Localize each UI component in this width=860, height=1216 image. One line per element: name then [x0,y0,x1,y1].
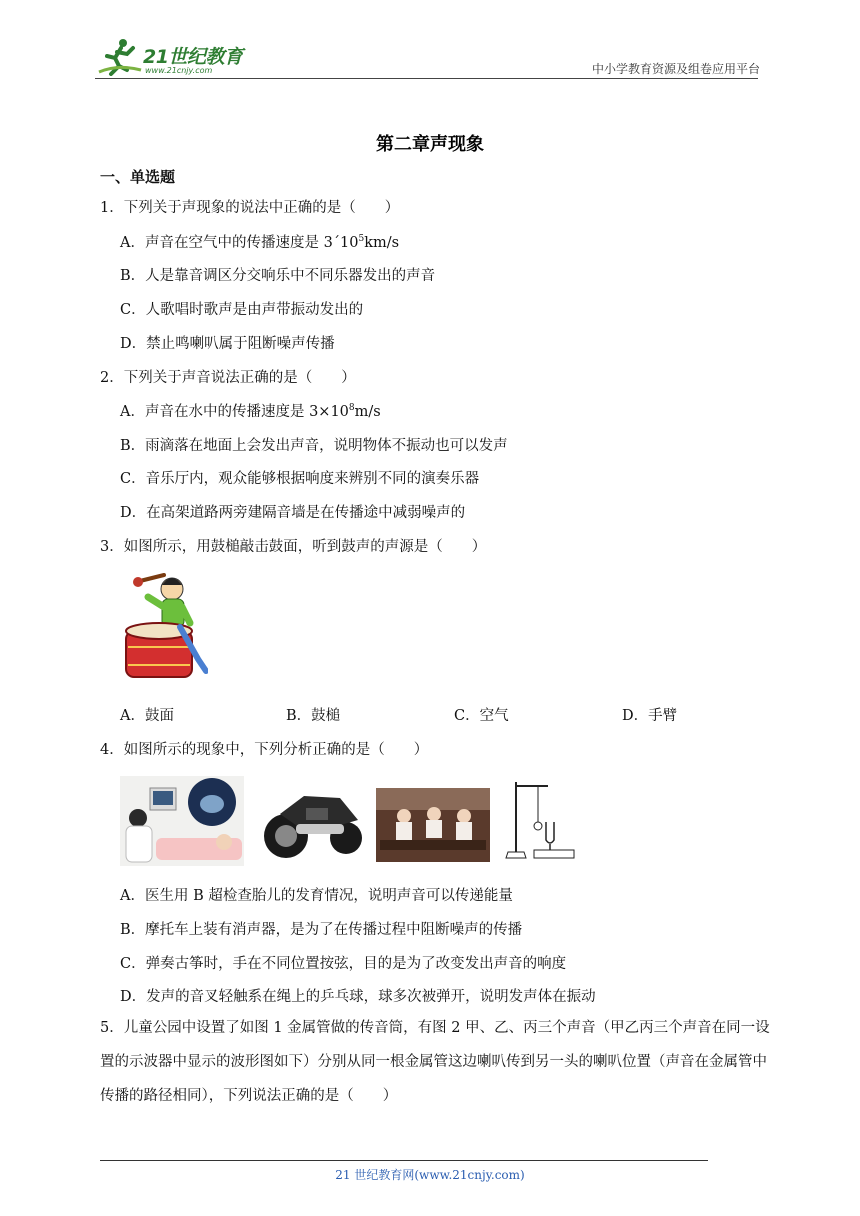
drummer-icon [118,567,208,691]
question-3-option-a[interactable]: A．鼓面 [120,708,174,724]
site-logo[interactable] [95,36,260,76]
option-exponent: 5 [358,234,365,245]
question-1-option-c[interactable]: C．人歌唱时歌声是由声带振动发出的 [120,302,364,318]
question-4-option-d[interactable]: D．发声的音叉轻触系在绳上的乒乓球，球多次被弹开，说明发声体在振动 [120,989,596,1005]
question-3-stem: 3．如图所示，用鼓槌敲击鼓面，听到鼓声的声源是（ ） [100,539,487,555]
footer-divider [100,1160,708,1161]
platform-slogan: 中小学教育资源及组卷应用平台 [591,62,760,76]
question-2-option-d[interactable]: D．在高架道路两旁建隔音墙是在传播途中减弱噪声的 [120,505,466,521]
question-3-option-d[interactable]: D．手臂 [622,708,678,724]
motorcycle-photo [260,780,364,864]
logo-text: 21世纪教育 [143,46,243,68]
tuning-fork-icon [504,778,578,864]
logo-url: www.21cnjy.com [145,66,213,75]
guzheng-photo [376,788,490,862]
question-2-option-b[interactable]: B．雨滴落在地面上会发出声音，说明物体不振动也可以发声 [120,438,508,454]
section-heading: 一、单选题 [100,168,176,186]
question-4-option-c[interactable]: C．弹奏古筝时，手在不同位置按弦，目的是为了改变发出声音的响度 [120,956,567,972]
drum-boy-illustration [118,567,208,691]
question-3-option-c[interactable]: C．空气 [454,708,509,724]
option-unit: km/s [364,235,400,251]
question-1-option-a[interactable] [120,231,399,252]
question-3-option-b[interactable]: B．鼓槌 [286,708,341,724]
question-5-stem: 5．儿童公园中设置了如图 1 金属管做的传音筒，有图 2 甲、乙、丙三个声音（甲乙丙三个声音在同一设置的示波器中显示的波形图如下）分别从同一根金属管这边喇叭传到另一头的喇叭位置（声音在金属管中传播的路径相同），下列说法正确的是（ ） [100,1020,770,1104]
guzheng-icon [376,788,490,862]
option-unit: m/s [354,404,381,420]
question-1-option-d[interactable]: D．禁止鸣喇叭属于阻断噪声传播 [120,336,335,352]
tuning-fork-diagram [504,778,578,864]
question-4-option-b[interactable]: B．摩托车上装有消声器，是为了在传播过程中阻断噪声的传播 [120,922,523,938]
header-divider [95,78,758,79]
page-title: 第二章声现象 [376,134,484,155]
ultrasound-icon [120,776,244,866]
motorcycle-icon [260,780,364,864]
question-2-option-c[interactable]: C．音乐厅内，观众能够根据响度来辨别不同的演奏乐器 [120,471,480,487]
question-2-option-a[interactable] [120,400,381,421]
question-1-stem: 1．下列关于声现象的说法中正确的是（ ） [100,200,400,216]
footer-link[interactable]: 21 世纪教育网(www.21cnjy.com) [335,1168,525,1182]
question-4-stem: 4．如图所示的现象中，下列分析正确的是（ ） [100,742,429,758]
runner-logo-icon [95,36,143,76]
option-text: A．声音在水中的传播速度是 3×10 [120,404,349,420]
ultrasound-photo [120,776,244,866]
question-4-option-a[interactable]: A．医生用 B 超检查胎儿的发育情况，说明声音可以传递能量 [120,888,513,904]
question-2-stem: 2．下列关于声音说法正确的是（ ） [100,370,356,386]
question-1-option-b[interactable]: B．人是靠音调区分交响乐中不同乐器发出的声音 [120,268,436,284]
option-exponent: 8 [348,403,355,414]
page-header [95,30,760,78]
option-text: A．声音在空气中的传播速度是 3´10 [120,235,359,251]
